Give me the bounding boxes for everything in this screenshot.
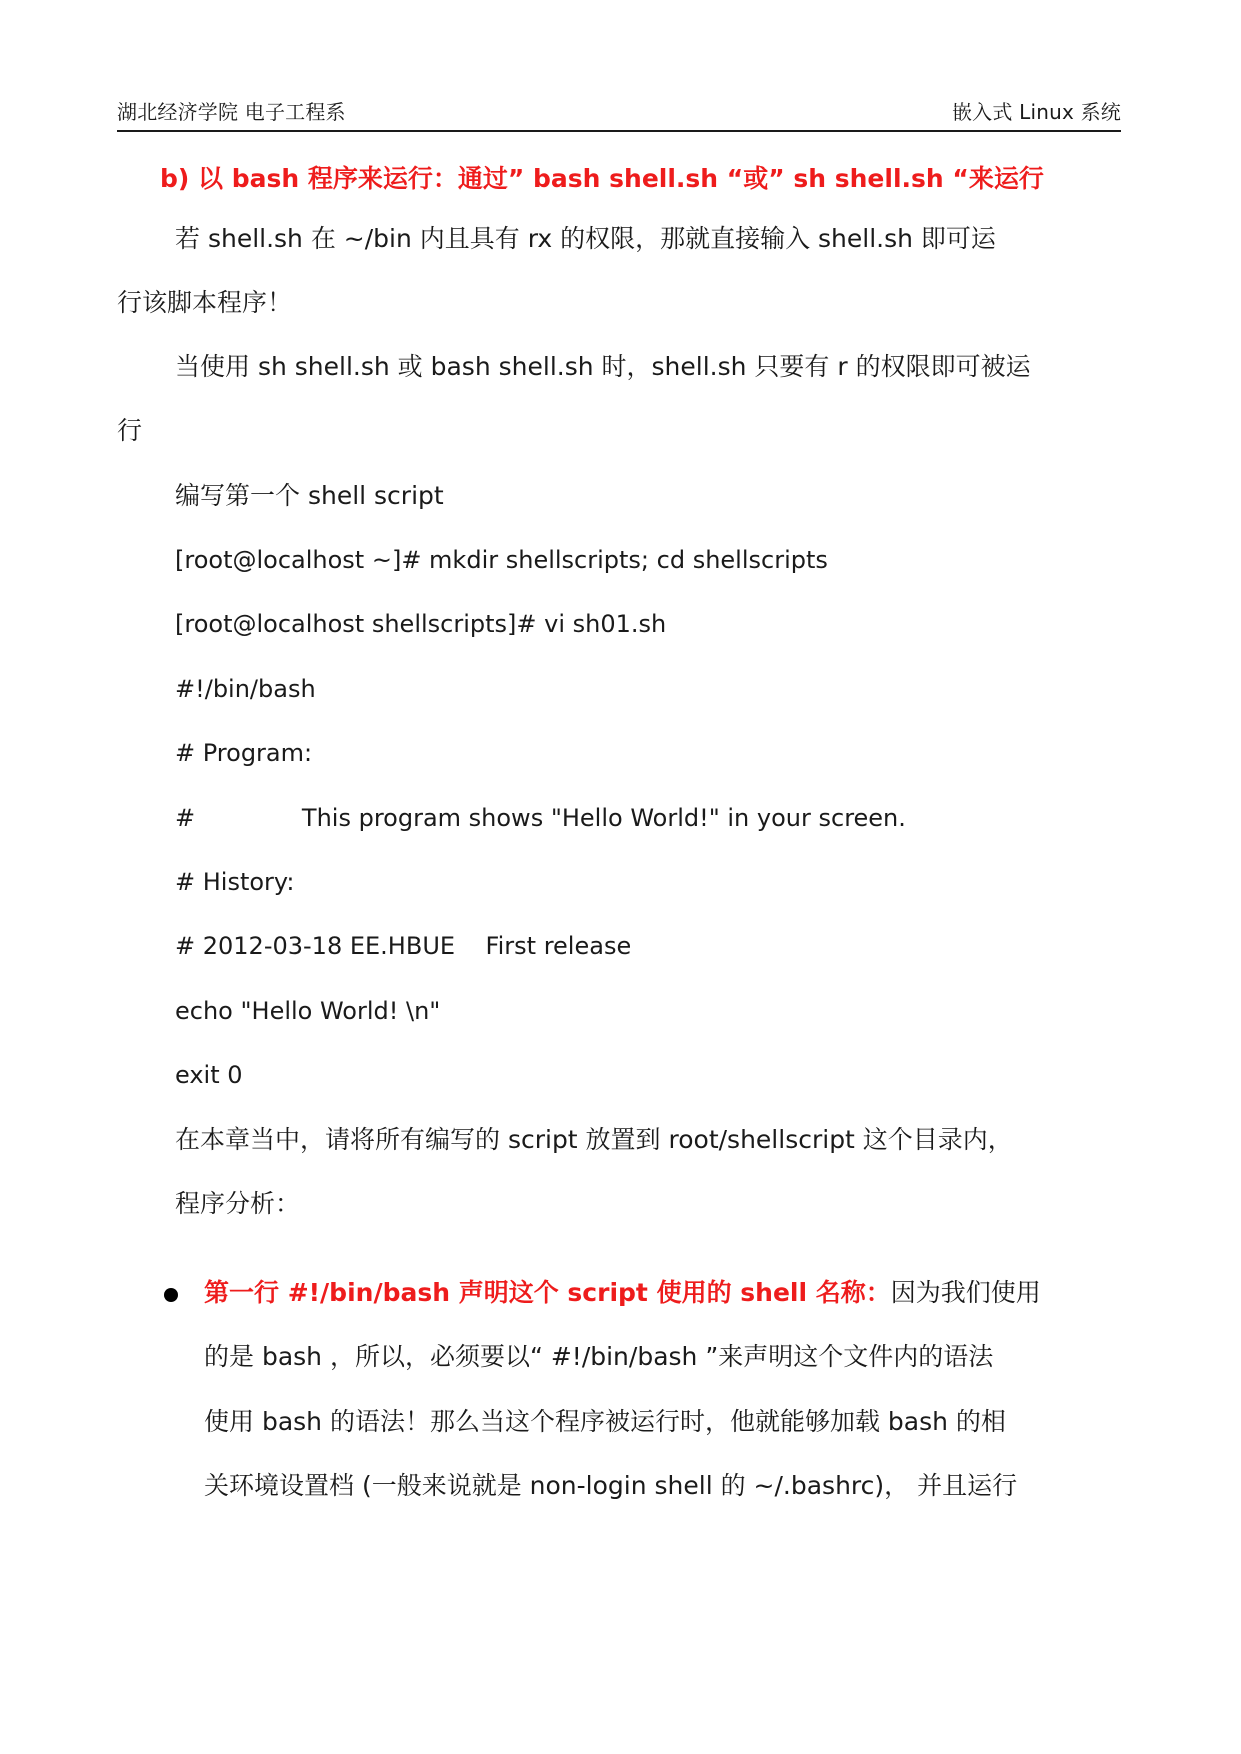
bullet1-line3: 使用 bash 的语法！那么当这个程序被运行时，他就能够加载 bash 的相: [204, 1407, 1006, 1436]
code-line: exit 0: [175, 1061, 243, 1089]
code-line: [root@localhost ~]# mkdir shellscripts; cd shellscripts: [175, 546, 828, 574]
paragraph3-line2: 程序分析：: [175, 1189, 301, 1218]
header-course-title: 嵌入式 Linux 系统: [951, 100, 1121, 124]
header-institution: 湖北经济学院 电子工程系: [117, 100, 346, 124]
code-line: echo "Hello World! \n": [175, 997, 441, 1025]
paragraph1-line1: 若 shell.sh 在 ~/bin 内且具有 rx 的权限，那就直接输入 shell.sh 即可运: [175, 224, 996, 253]
code-line: # This program shows "Hello World!" in your screen.: [175, 804, 906, 832]
page-header: [117, 90, 1121, 132]
code-line: # History:: [175, 868, 295, 896]
paragraph2-line2: 行: [117, 416, 143, 445]
bullet1-line4: 关环境设置档 (一般来说就是 non-login shell 的 ~/.bashrc)， 并且运行: [204, 1471, 1018, 1500]
paragraph3-line1: 在本章当中，请将所有编写的 script 放置到 root/shellscript 这个目录内，: [175, 1125, 1013, 1154]
paragraph2-line1: 当使用 sh shell.sh 或 bash shell.sh 时，shell.sh 只要有 r 的权限即可被运: [175, 352, 1031, 381]
code-line: [root@localhost shellscripts]# vi sh01.sh: [175, 610, 667, 638]
paragraph1-line2: 行该脚本程序！: [117, 288, 293, 317]
section-b-heading: b) 以 bash 程序来运行：通过” bash shell.sh “或” sh shell.sh “来运行: [160, 164, 1044, 193]
code-line: # Program:: [175, 739, 313, 767]
bullet-dot-icon: [164, 1288, 178, 1302]
bullet1-line1-rest: 因为我们使用: [890, 1278, 1041, 1307]
code-line: #!/bin/bash: [175, 675, 316, 703]
script-intro: 编写第一个 shell script: [175, 481, 444, 510]
bullet1-highlight: 第一行 #!/bin/bash 声明这个 script 使用的 shell 名称：: [204, 1278, 891, 1307]
code-line: # 2012-03-18 EE.HBUE First release: [175, 932, 632, 960]
bullet1-line2: 的是 bash ，所以，必须要以“ #!/bin/bash ”来声明这个文件内的语法: [204, 1342, 994, 1371]
bullet1-line1: [204, 1276, 1041, 1310]
